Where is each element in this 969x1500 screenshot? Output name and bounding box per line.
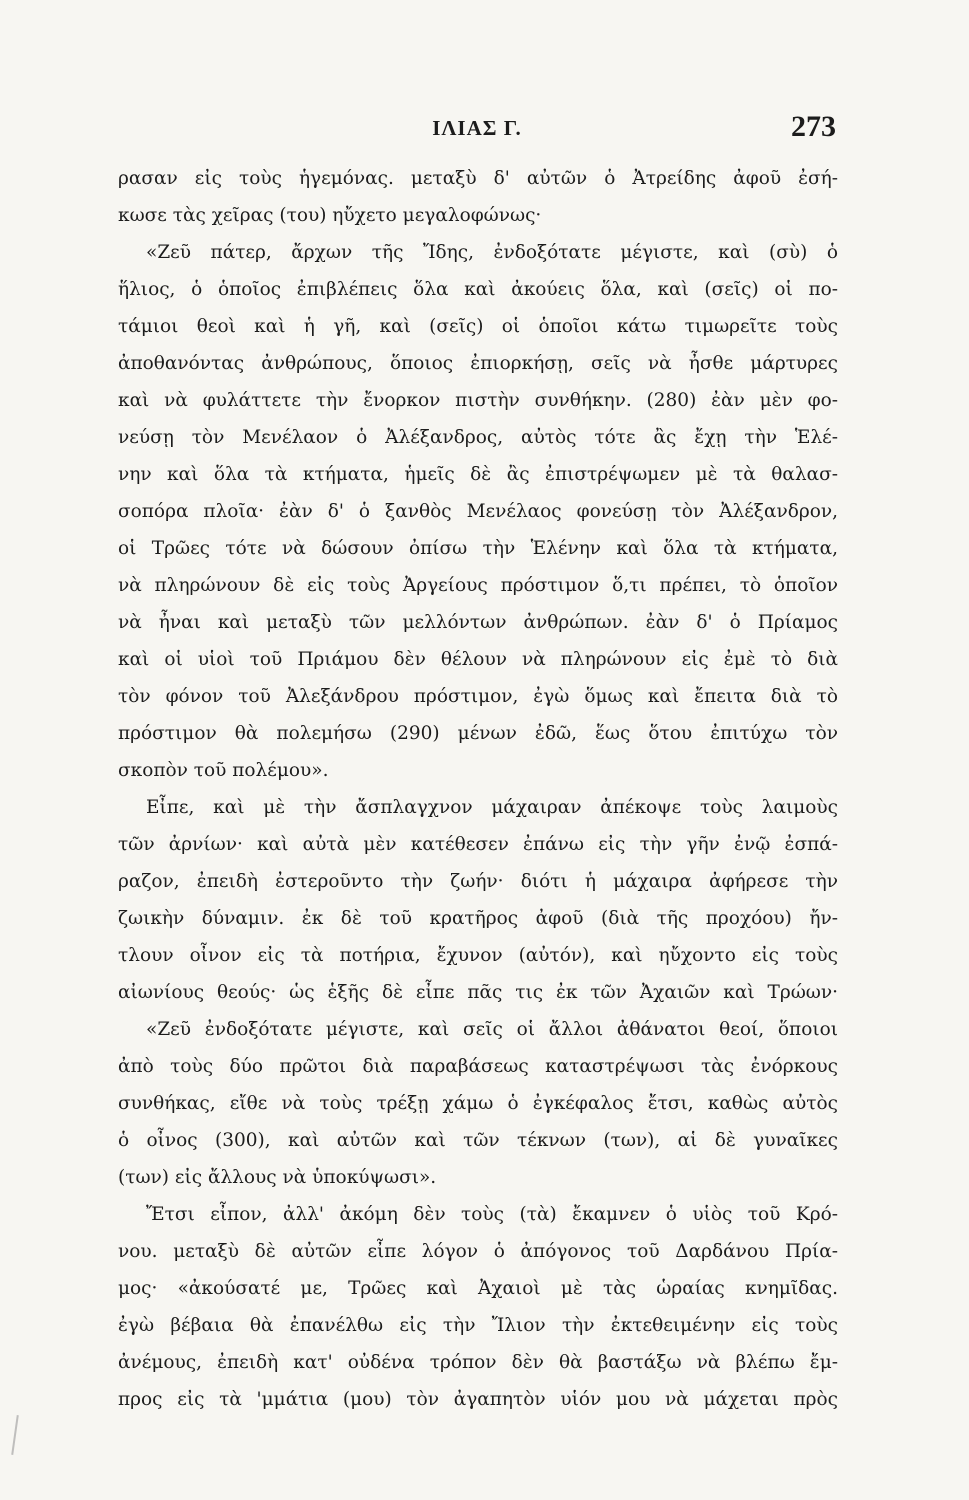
text-line: Εἶπε, καὶ μὲ τὴν ἄσπλαγχνον μάχαιραν ἀπέκοψε τοὺς λαιμοὺς [146, 797, 838, 818]
text-line: νὰ ἦναι καὶ μεταξὺ τῶν μελλόντων ἀνθρώπων. ἐὰν δ' ὁ Πρίαμος [118, 612, 838, 633]
text-line: κωσε τὰς χεῖρας (του) ηὔχετο μεγαλοφώνως· [118, 205, 542, 226]
text-line: τλουν οἶνον εἰς τὰ ποτήρια, ἔχυνον (αὐτόν), καὶ ηὔχοντο εἰς τοὺς [118, 945, 838, 966]
text-line: προς εἰς τὰ 'μμάτια (μου) τὸν ἀγαπητὸν υἱόν μου νὰ μάχεται πρὸς [118, 1389, 838, 1410]
text-line: αἰωνίους θεούς· ὡς ἑξῆς δὲ εἶπε πᾶς τις ἐκ τῶν Ἀχαιῶν καὶ Τρώων· [118, 982, 838, 1003]
text-line: τάμιοι θεοὶ καὶ ἡ γῆ, καὶ (σεῖς) οἱ ὁποῖοι κάτω τιμωρεῖτε τοὺς [118, 316, 838, 337]
text-line: τῶν ἀρνίων· καὶ αὐτὰ μὲν κατέθεσεν ἐπάνω εἰς τὴν γῆν ἐνῷ ἐσπά- [118, 834, 838, 855]
text-line: ραζον, ἐπειδὴ ἐστεροῦντο τὴν ζωήν· διότι ἡ μάχαιρα ἀφήρεσε τὴν [118, 871, 838, 892]
text-line: σοπόρα πλοῖα· ἐὰν δ' ὁ ξανθὸς Μενέλαος φονεύσῃ τὸν Ἀλέξανδρον, [118, 501, 838, 522]
running-head [118, 110, 836, 150]
text-line: νην καὶ ὅλα τὰ κτήματα, ἡμεῖς δὲ ἂς ἐπιστρέψωμεν μὲ τὰ θαλασ- [118, 464, 838, 485]
text-line: οἱ Τρῶες τότε νὰ δώσουν ὀπίσω τὴν Ἑλένην καὶ ὅλα τὰ κτήματα, [118, 538, 838, 559]
text-line: ρασαν εἰς τοὺς ἡγεμόνας. μεταξὺ δ' αὐτῶν ὁ Ἀτρείδης ἀφοῦ ἐσή- [118, 168, 838, 189]
text-line: νου. μεταξὺ δὲ αὐτῶν εἶπε λόγον ὁ ἀπόγονος τοῦ Δαρδάνου Πρία- [118, 1241, 838, 1262]
running-title: ΙΛΙΑΣ Γ. [432, 116, 522, 140]
text-line: «Ζεῦ ἐνδοξότατε μέγιστε, καὶ σεῖς οἱ ἄλλοι ἀθάνατοι θεοί, ὅποιοι [146, 1019, 838, 1040]
text-line: καὶ νὰ φυλάττετε τὴν ἔνορκον πιστὴν συνθήκην. (280) ἐὰν μὲν φο- [118, 390, 838, 411]
text-line: σκοπὸν τοῦ πολέμου». [118, 760, 329, 781]
text-line: Ἔτσι εἶπον, ἀλλ' ἀκόμη δὲν τοὺς (τὰ) ἔκαμνεν ὁ υἱὸς τοῦ Κρό- [146, 1204, 838, 1225]
text-line: νὰ πληρώνουν δὲ εἰς τοὺς Ἀργείους πρόστιμον ὅ,τι πρέπει, τὸ ὁποῖον [118, 575, 838, 596]
text-line: τὸν φόνον τοῦ Ἀλεξάνδρου πρόστιμον, ἐγὼ ὅμως καὶ ἔπειτα διὰ τὸ [118, 686, 838, 707]
text-line: ἐγὼ βέβαια θὰ ἐπανέλθω εἰς τὴν Ἴλιον τὴν ἐκτεθειμένην εἰς τοὺς [118, 1315, 838, 1336]
margin-pencil-mark [11, 1415, 19, 1455]
text-line: νεύσῃ τὸν Μενέλαον ὁ Ἀλέξανδρος, αὐτὸς τότε ἂς ἔχῃ τὴν Ἑλέ- [118, 427, 838, 448]
page-number: 273 [791, 110, 836, 143]
text-line: πρόστιμον θὰ πολεμήσω (290) μένων ἐδῶ, ἕως ὅτου ἐπιτύχω τὸν [118, 723, 838, 744]
text-line: μος· «ἀκούσατέ με, Τρῶες καὶ Ἀχαιοὶ μὲ τὰς ὡραίας κνημῖδας. [118, 1278, 838, 1299]
text-line: ἥλιος, ὁ ὁποῖος ἐπιβλέπεις ὅλα καὶ ἀκούεις ὅλα, καὶ (σεῖς) οἱ πο- [118, 279, 838, 300]
text-line: ἀπὸ τοὺς δύο πρῶτοι διὰ παραβάσεως καταστρέψωσι τὰς ἐνόρκους [118, 1056, 838, 1077]
text-line: ὁ οἶνος (300), καὶ αὐτῶν καὶ τῶν τέκνων (των), αἱ δὲ γυναῖκες [118, 1130, 838, 1151]
text-line: (των) εἰς ἄλλους νὰ ὑποκύψωσι». [118, 1167, 437, 1188]
text-line: ἀποθανόντας ἀνθρώπους, ὅποιος ἐπιορκήσῃ, σεῖς νὰ ἦσθε μάρτυρες [118, 353, 838, 374]
body-text [118, 160, 838, 1418]
text-line: «Ζεῦ πάτερ, ἄρχων τῆς Ἴδης, ἐνδοξότατε μέγιστε, καὶ (σὺ) ὁ [146, 242, 838, 263]
text-line: ἀνέμους, ἐπειδὴ κατ' οὐδένα τρόπον δὲν θὰ βαστάξω νὰ βλέπω ἔμ- [118, 1352, 838, 1373]
text-line: συνθήκας, εἴθε νὰ τοὺς τρέξῃ χάμω ὁ ἐγκέφαλος ἔτσι, καθὼς αὐτὸς [118, 1093, 838, 1114]
text-line: καὶ οἱ υἱοὶ τοῦ Πριάμου δὲν θέλουν νὰ πληρώνουν εἰς ἐμὲ τὸ διὰ [118, 649, 838, 670]
text-line: ζωικὴν δύναμιν. ἐκ δὲ τοῦ κρατῆρος ἀφοῦ (διὰ τῆς προχόου) ἤν- [118, 908, 838, 929]
